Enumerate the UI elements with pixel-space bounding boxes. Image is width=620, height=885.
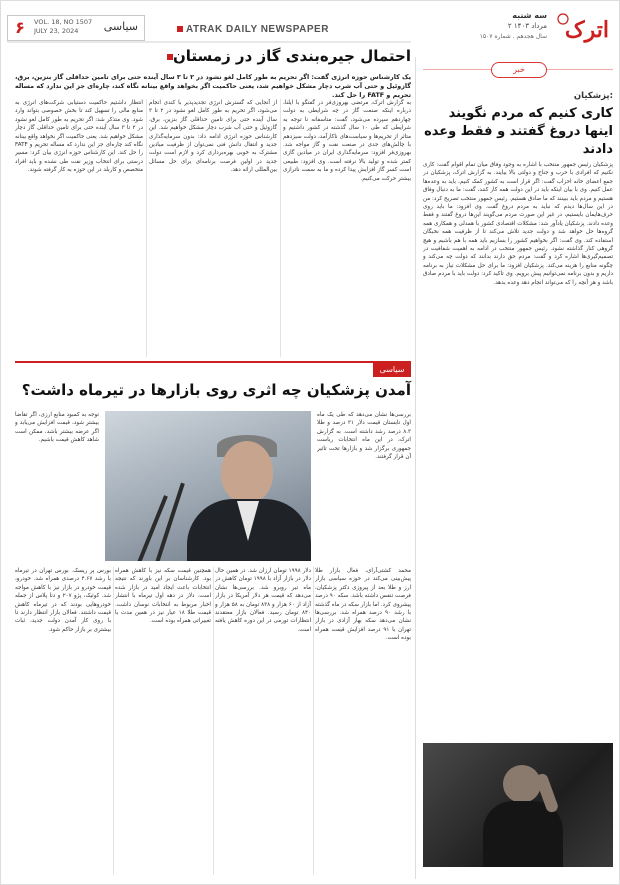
persian-date: ۲ مرداد ۱۴۰۳ bbox=[507, 22, 547, 30]
section-band bbox=[15, 361, 411, 363]
column-divider bbox=[146, 99, 147, 357]
daily-newspaper-title bbox=[177, 24, 329, 35]
page-header-box bbox=[7, 15, 145, 41]
photo-head bbox=[503, 765, 541, 803]
volume-info bbox=[34, 18, 92, 36]
right-kicker: پزشکیان: bbox=[573, 91, 613, 101]
volume-number: VOL. 18, NO 1507 bbox=[34, 18, 93, 26]
column-divider bbox=[313, 567, 314, 875]
section-label: سیاسی bbox=[103, 20, 138, 33]
section2-columns bbox=[15, 567, 411, 875]
lead-column-3: انتظار داشتیم حاکمیت دستیابی شرکت‌های انرژی به منابع مالی را تسهیل کند تا بخش خصوصی بتواند وارد شود. وی متذکر شد: اگر تحریم به طور کامل لغو نشود در ۲ تا ۳ سال آینده حتی برای تامین حداقلی گاز دچار مشکل خواهیم شد. یعنی حاکمیت اگر بخواهد واقع بینانه نگاه کند چاره‌ای جز این ندارد که مساله تحریم و FATF را حل کند. این کارشناس حوزه انرژی بیان کرد: مسیر درستی برای انتخاب وزیر نفت طی نشده و باید افراد متخصص و کاربلد در این حوزه به کار گرفته شوند. bbox=[15, 100, 143, 174]
daily-newspaper-label: ATRAK DAILY NEWSPAPER bbox=[186, 24, 329, 35]
column-divider bbox=[113, 567, 114, 875]
section2-headline: آمدن پزشکیان چه اثری روی بازارها در تیرماه داشت؟ bbox=[21, 381, 411, 399]
pezeshkian-photo bbox=[105, 411, 311, 561]
page-number: ۶ bbox=[8, 16, 32, 40]
column-divider bbox=[280, 99, 281, 357]
lead-column-1: به گزارش اترک، مرتضی بهروزی‌فر در گفتگو با ایلنا، درباره اینکه صنعت گاز در چه شرایطی به دولت چهاردهم سپرده می‌شود، گفت: متاسفانه نا توجه به شرایطی که طی ۱۰ سال گذشته در کشور داشتیم و متاثر از تحریم‌ها و سیاست‌های ناکارآمد، دولت سیزدهم با چالش‌های جدی در صنعت نفت و گاز مواجه شد. بهروزی‌فر افزود: سرمایه‌گذاری ایران در میادین گازی کمتر شده و تولید بالا نرفته است. وی افزود: طبیعی است کسر گاز افزایش پیدا کرده و ما به سمت ناترازی بیشتر حرکت می‌کنیم. bbox=[283, 100, 411, 182]
news-badge: خبر bbox=[491, 62, 547, 78]
section2-column-2: دلار ۱۹۹۸ تومان ارزان شد. در همین حال دلار در بازار آزاد با ۱۹۹۸ تومان کاهش در ماه تیر روبرو شد. بررسی‌ها نشان می‌دهد که قیمت هر دلار آمریکا در بازار آزاد از ۶۰ هزار و ۸۳۸ تومان به ۵۸ هزار و ۸۴۰ تومان رسید. فعالان بازار معتقدند انتظارات تورمی در این دوره کاهش یافته است. bbox=[215, 568, 311, 633]
microphone-icon bbox=[153, 483, 185, 561]
lead-summary: یک کارشناس حوزه انرژی گفت: اگر تحریم به طور کامل لغو نشود در ۲ تا ۳ سال آینده حتی برای تامین حداقلی گاز بنزین، برق، گازوئیل و حتی آب شرب دچار مشکل خواهیم شد، یعنی حاکمیت اگر بخواهد واقع بینانه نگاه کند، چاره‌ای جز این ندارد که مساله تحریم و FATF را حل کند. bbox=[15, 73, 411, 100]
section2-column-4: بورس پر ریسک. بورس تهران در تیرماه با رشد ۴.۶۷ درصدی همراه شد. خودرو، قیمت خودرو در بازار نیز با کاهش مواجه شد. کوئیک، پژو ۲۰۷ و دنا پلاس از جمله خودروهایی بودند که در تیرماه کاهش قیمت داشتند. فعالان بازار انتظار دارند تا با روی کار آمدن دولت جدید، ثبات بیشتری بر بازار حاکم شود. bbox=[15, 568, 111, 633]
column-divider bbox=[213, 567, 214, 875]
section2-left-text: توجه به کمبود منابع ارزی، اگر تقاضا بیشتر شود، قیمت افزایش می‌یابد و اگر عرضه بیشتر باشد، ممکن است شاهد کاهش قیمت باشیم. bbox=[15, 412, 99, 444]
right-column bbox=[423, 61, 613, 881]
atrak-logo bbox=[553, 7, 611, 51]
issue-subline: سال هجدهم . شماره ۱۵۰۷ bbox=[479, 33, 547, 40]
section-tag: سیاسی bbox=[373, 363, 411, 377]
right-photo bbox=[423, 743, 613, 867]
section2-column-1: محمد کشتی‌آرای، فعال بازار طلا پیش‌بینی می‌کند در حوزه سیاسی بازار ارز و طلا بعد از پیروزی دکتر پزشکیان، فرصت تنفس داشته باشد. سکه ۹۰ درصد پیشروی کرد. اما بازار سکه در ماه گذشته با رشد ۹۰ درصد همراه شد. بررسی‌ها نشان می‌دهد سکه بهار آزادی در بازار تهران با ۹۱ درصد افزایش قیمت همراه بوده است. bbox=[315, 568, 411, 642]
lead-columns bbox=[15, 99, 411, 357]
lead-column-2: از آنجایی که گسترش انرژی تجدیدپذیر با کندی انجام می‌شود، اگر تحریم به طور کامل لغو نشود در ۲ تا ۳ سال آینده حتی برای تامین حداقلی گاز بنزین، برق، گازوئیل و حتی آب شرب دچار مشکل خواهیم شد. این کارشناس حوزه انرژی ادامه داد: بدون سرمایه‌گذاری جدید و انتقال دانش فنی نمی‌توان از ظرفیت میادین مشترک به خوبی بهره‌برداری کرد و لازم است دولت جدید در اولین فرصت برنامه‌ای برای حل مسائل بین‌المللی ارائه دهد. bbox=[149, 100, 277, 174]
lead-headline-text: احتمال جیره‌بندی گاز در زمستان bbox=[172, 47, 411, 65]
section2-column-3: همچنین قیمت سکه نیز با کاهش همراه بود. کارشناسان بر این باورند که نتیجه انتخابات باعث ایجاد امید در بازار شده است. دلار در دهه اول تیرماه با انتشار اخبار مربوط به انتخابات نوسان داشت. قیمت طلا ۱۸ عیار نیز در همین مدت با تغییراتی همراه بوده است. bbox=[115, 568, 211, 625]
photo-head bbox=[221, 441, 273, 503]
lead-headline bbox=[15, 47, 411, 65]
issue-date: JULY 23, 2024 bbox=[34, 27, 79, 35]
right-column-divider bbox=[415, 57, 416, 879]
weekday: سه شنبه bbox=[512, 11, 547, 20]
red-square-icon bbox=[177, 26, 183, 32]
right-body: پزشکیان رئیس جمهور منتخب با اشاره به وجود وفاق میان تمام اقوام گفت: کاری نکنیم که افرادی با حرب و جناح و دولتی بالا بیایند. به گزارش اترک، پزشکیان در جمع اعضای خانه احزاب گفت: اگر قرار است به کشور کمک کنیم، باید به وعده‌ها عمل کنیم. وی با بیان اینکه باید در این دولت همه کار کنند، گفت: ما به دنبال وفاق هستیم و مردم باید ببینند که ما صادق هستیم. رئیس جمهور منتخب تصریح کرد: من در این سال‌ها دیدم که نباید به مردم دروغ گفت. وی افزود: ما باید روی حرف‌هایمان بایستیم، در غیر این صورت مردم می‌گویند این‌ها دروغ گفتند و فقط وعده دادند. پزشکیان یادآور شد: مشکلات اقتصادی کشور با همدلی و همکاری همه گروه‌ها حل خواهد شد و دولت جدید تلاش می‌کند تا از ظرفیت همه نخبگان استفاده کند. وی گفت: اگر بخواهیم کشور را بسازیم باید همه با هم باشیم و هیچ گروهی کنار گذاشته نشود. رئیس جمهور منتخب در ادامه به اهمیت شفافیت در تصمیم‌گیری‌ها اشاره کرد و گفت: مردم حق دارند بدانند که دولت چه می‌کند و چگونه منابع را هزینه می‌کند. پزشکیان افزود: ما برای حل مشکلات نیاز به برنامه داریم و بدون برنامه نمی‌توانیم پیش برویم. وی تاکید کرد: دولت باید با مردم صادق باشد و هر آنچه را که می‌تواند انجام دهد وعده بدهد. bbox=[423, 162, 613, 286]
header-rule bbox=[7, 41, 411, 43]
logo-text: اترک bbox=[564, 17, 609, 43]
section2-side-text: بررسی‌ها نشان می‌دهد که طی یک ماه اول تابستان قیمت دلار ۳۱ درصد و طلا ۸.۳ درصد رشد داشته است. به گزارش اترک، در این ماه انتخابات ریاست جمهوری برگزار شد و بازارها تحت تاثیر آن قرار گرفتند. bbox=[317, 412, 411, 461]
masthead bbox=[451, 7, 611, 53]
right-headline: کاری کنیم که مردم نگویند اینها دروغ گفتند و فقط وعده دادند bbox=[424, 106, 613, 157]
